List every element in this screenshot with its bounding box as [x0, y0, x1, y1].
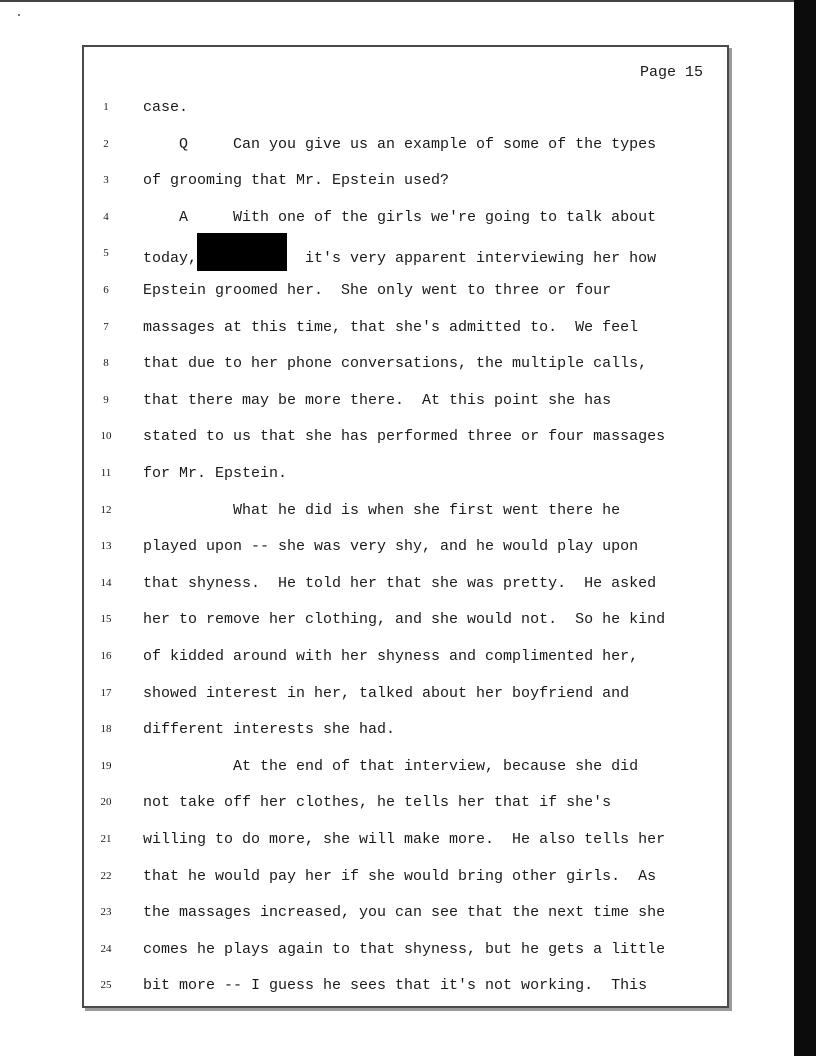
- line-number: 13: [100, 540, 112, 553]
- transcript-line: different interests she had.: [143, 721, 396, 739]
- transcript-line: that shyness. He told her that she was pretty. He asked: [143, 574, 657, 592]
- transcript-line: showed interest in her, talked about her boyfriend and: [143, 684, 630, 702]
- transcript-line: not take off her clothes, he tells her that if she's: [143, 794, 612, 812]
- transcript-line: massages at this time, that she's admitted to. We feel: [143, 318, 639, 336]
- line-number: 12: [100, 503, 112, 516]
- line-number: 4: [103, 210, 109, 223]
- transcript-line: played upon -- she was very shy, and he would play upon: [143, 538, 639, 556]
- line-number: 17: [100, 686, 112, 699]
- transcript-line: for Mr. Epstein.: [143, 465, 288, 482]
- transcript-line: At the end of that interview, because she did: [143, 757, 639, 775]
- scan-speck: [18, 14, 20, 16]
- line-number: 6: [103, 284, 109, 296]
- line-number: 16: [100, 650, 112, 662]
- scan-right-edge: [794, 0, 816, 1056]
- scan-top-rule: [0, 0, 795, 2]
- transcript-line: Epstein groomed her. She only went to three or four: [143, 282, 612, 299]
- transcript-line-segment: today,: [143, 250, 198, 268]
- line-number: 8: [103, 357, 109, 370]
- line-number: 9: [103, 393, 109, 406]
- line-number: 14: [100, 576, 112, 589]
- line-number: 5: [103, 247, 109, 260]
- line-number: 10: [100, 430, 112, 443]
- transcript-line: What he did is when she first went there he: [143, 501, 621, 519]
- transcript-line: stated to us that she has performed three or four massages: [143, 428, 666, 446]
- transcript-line: her to remove her clothing, and she would not. So he kind: [143, 611, 666, 629]
- transcript-line: bit more -- I guess he sees that it's not working. This: [143, 977, 648, 995]
- line-number: 19: [100, 759, 112, 772]
- transcript-line: Q Can you give us an example of some of the types: [143, 135, 657, 153]
- transcript-line: [143, 245, 656, 271]
- transcript-line-segment: it's very apparent interviewing her how: [287, 250, 657, 268]
- line-number: 1: [103, 101, 109, 113]
- line-number: 18: [100, 723, 112, 736]
- transcript-line: A With one of the girls we're going to talk about: [143, 208, 657, 226]
- line-number: 21: [100, 833, 112, 845]
- line-number: 24: [100, 942, 112, 955]
- line-number: 15: [100, 613, 112, 626]
- line-number: 2: [103, 137, 109, 150]
- transcript-line: the massages increased, you can see that the next time she: [143, 904, 666, 922]
- transcript-line: that he would pay her if she would bring other girls. As: [143, 867, 657, 885]
- transcript-line: that due to her phone conversations, the multiple calls,: [143, 355, 648, 373]
- transcript-line: of kidded around with her shyness and complimented her,: [143, 648, 639, 665]
- line-number: 25: [100, 979, 112, 992]
- transcript-line: case.: [143, 99, 189, 116]
- line-number: 20: [100, 796, 112, 809]
- transcript-line: comes he plays again to that shyness, but he gets a little: [143, 940, 666, 958]
- page-number: Page 15: [640, 64, 704, 81]
- transcript-line: willing to do more, she will make more. He also tells her: [143, 831, 666, 848]
- transcript-line: of grooming that Mr. Epstein used?: [143, 172, 450, 190]
- transcript-line: that there may be more there. At this point she has: [143, 391, 612, 409]
- line-number: 11: [100, 467, 112, 479]
- redaction-box: [197, 233, 287, 271]
- line-number: 7: [103, 320, 109, 333]
- line-number: 23: [100, 906, 112, 919]
- line-number: 3: [103, 174, 109, 187]
- line-number: 22: [100, 869, 112, 882]
- transcript-page-frame: [82, 45, 729, 1008]
